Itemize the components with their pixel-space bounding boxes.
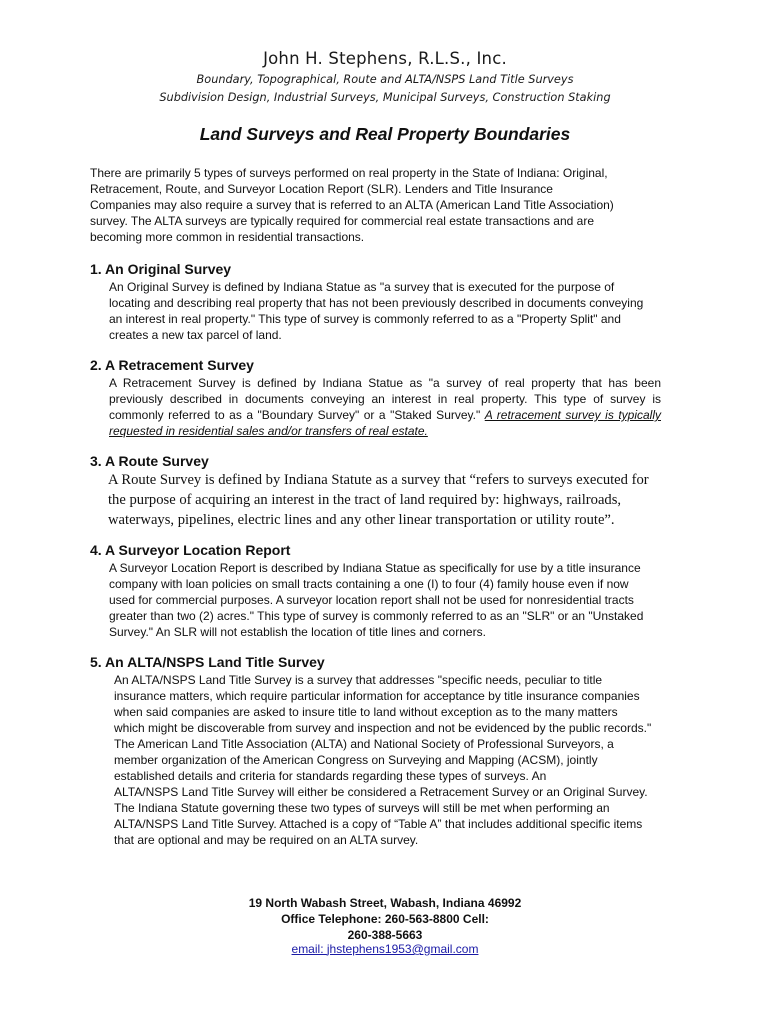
text-line: the purpose of acquiring an interest in the tract of land required by: highways, railroads, (108, 492, 622, 508)
text-line: ALTA/NSPS Land Title Survey will either be considered a Retracement Survey or an Original Survey. (114, 785, 648, 799)
text-line: used for commercial purposes. A surveyor location report shall not be used for nonresidential tracts (109, 593, 634, 607)
section-body-original-survey (109, 279, 669, 343)
text-line: established details and criteria for standards regarding these types of surveys. An (114, 769, 547, 783)
text-line: becoming more common in residential transactions. (90, 230, 365, 244)
section-body-retracement-survey (109, 375, 661, 439)
section-heading-original-survey: 1. An Original Survey (90, 261, 232, 277)
services-tagline: Boundary, Topographical, Route and ALTA/NSPS Land Title Surveys (196, 73, 574, 86)
section-heading-surveyor-location-report: 4. A Surveyor Location Report (90, 542, 291, 558)
text-line: Survey." An SLR will not establish the location of title lines and corners. (109, 625, 486, 639)
text-line: locating and describing real property that has not been previously described in documents conveying (109, 296, 644, 310)
email-label: email: (291, 942, 327, 956)
services-tagline-secondary: Subdivision Design, Industrial Surveys, Municipal Surveys, Construction Staking (159, 91, 611, 104)
section-body-alta-nsps-survey (114, 672, 679, 848)
text-line: that are optional and may be required on an ALTA survey. (114, 833, 419, 847)
text-line: creates a new tax parcel of land. (109, 328, 282, 342)
text-line: ALTA/NSPS Land Title Survey. Attached is a copy of “Table A” that includes additional specific items (114, 817, 643, 831)
text-line: An ALTA/NSPS Land Title Survey is a survey that addresses "specific needs, peculiar to title (114, 673, 603, 687)
section-body-surveyor-location-report (109, 560, 657, 640)
text-line: A Surveyor Location Report is described by Indiana Statue as specifically for use by a title insurance (109, 561, 641, 575)
text-line: an interest in real property." This type of survey is commonly referred to as a "Property Split" and (109, 312, 621, 326)
footer-cell-phone: 260-388-5663 (347, 928, 423, 942)
retracement-definition: A Retracement Survey is defined by Indiana Statue as "a survey of real property that has been previously described in documents conveying an interest in real property. This type of survey is commonly referred to as a "Boundary Survey" or a "Staked Survey." (109, 376, 661, 422)
section-heading-alta-nsps-survey: 5. An ALTA/NSPS Land Title Survey (90, 654, 325, 670)
text-line: Companies may also require a survey that is referred to an ALTA (American Land Title Association) (90, 198, 614, 212)
section-heading-retracement-survey: 2. A Retracement Survey (90, 357, 254, 373)
email-link[interactable]: jhstephens1953@gmail.com (326, 942, 479, 956)
text-line: member organization of the American Congress on Surveying and Mapping (ACSM), jointly (114, 753, 598, 767)
text-line: which might be discoverable from survey and inspection and not be evidenced by the public records." (114, 721, 652, 735)
section-heading-route-survey: 3. A Route Survey (90, 453, 209, 469)
document-title: Land Surveys and Real Property Boundaries (199, 124, 571, 144)
footer-email (0, 942, 770, 956)
text-line: company with loan policies on small tracts containing a one (I) to four (4) family house even if now (109, 577, 629, 591)
text-line: when said companies are asked to insure title to land without exception as to the many matters (114, 705, 618, 719)
text-line: waterways, pipelines, electric lines and any other linear transportation or utility route”. (108, 512, 615, 528)
intro-paragraph (90, 165, 650, 245)
text-line: A Route Survey is defined by Indiana Statute as a survey that “refers to surveys executed for (108, 472, 649, 488)
footer-address: 19 North Wabash Street, Wabash, Indiana 46992 (248, 896, 522, 910)
section-body-route-survey (108, 470, 668, 530)
text-line: insurance matters, which require particular information for acceptance by title insurance companies (114, 689, 640, 703)
retracement-emphasis-note: A retracement survey is typically requested in residential sales and/or transfers of real estate. (109, 408, 661, 438)
text-line: There are primarily 5 types of surveys performed on real property in the State of Indiana: Original, (90, 166, 608, 180)
text-line: The American Land Title Association (ALTA) and National Society of Professional Surveyors, a (114, 737, 614, 751)
text-line: Retracement, Route, and Surveyor Location Report (SLR). Lenders and Title Insurance (90, 182, 553, 196)
text-line: An Original Survey is defined by Indiana Statue as "a survey that is executed for the purpose of (109, 280, 615, 294)
text-line: greater than two (2) acres." This type of survey is commonly referred to as an "SLR" or an "Unstaked (109, 609, 644, 623)
text-line: survey. The ALTA surveys are typically required for commercial real estate transactions and are (90, 214, 594, 228)
company-name: John H. Stephens, R.L.S., Inc. (263, 49, 507, 68)
text-line: The Indiana Statute governing these two types of surveys will still be met when performing an (114, 801, 610, 815)
footer-office-phone: Office Telephone: 260-563-8800 Cell: (281, 912, 489, 926)
